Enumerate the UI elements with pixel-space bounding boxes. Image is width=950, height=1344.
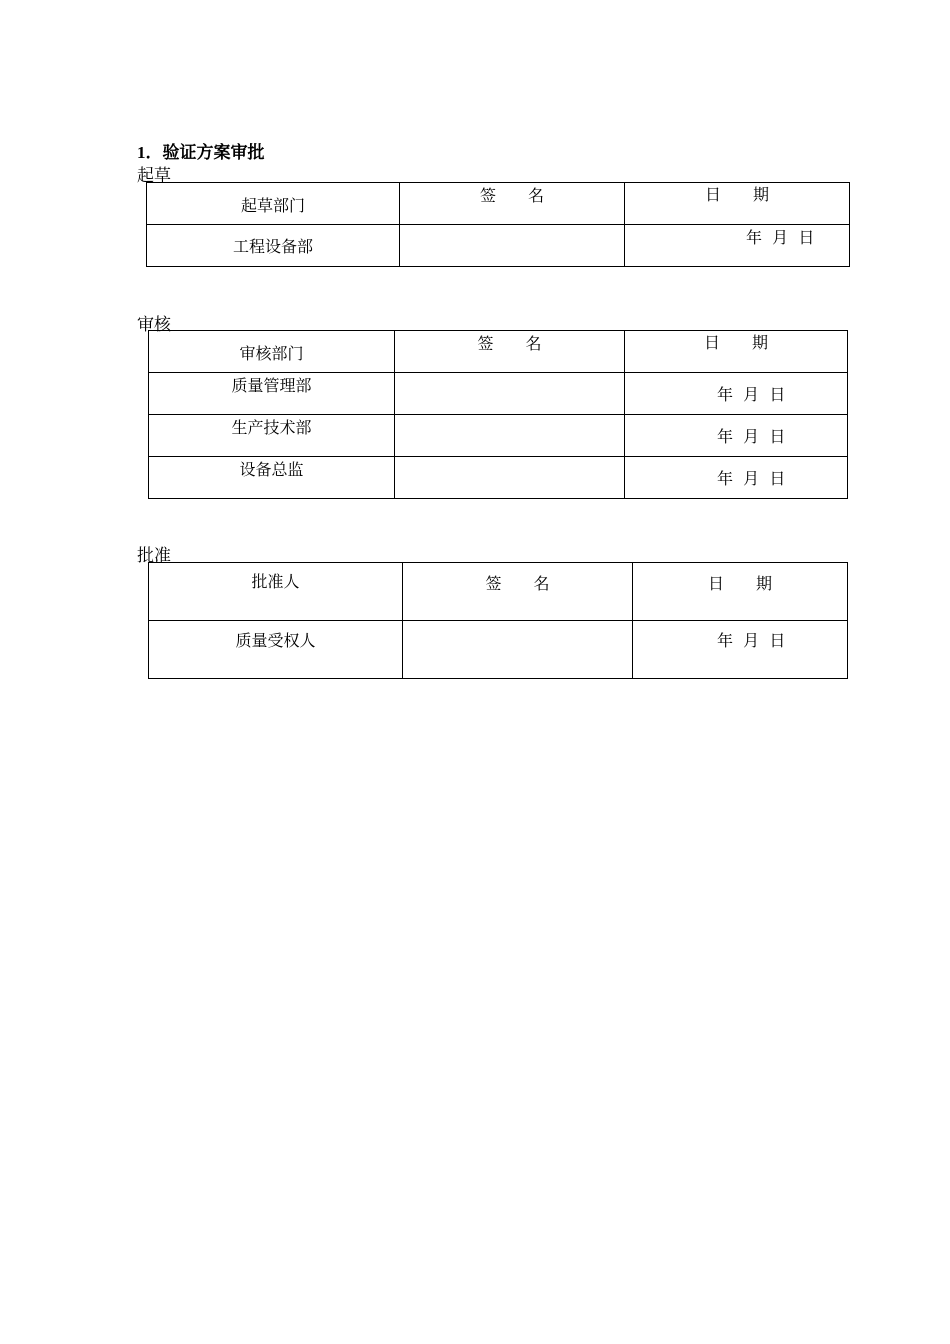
table-row bbox=[149, 457, 848, 499]
dept-cell: 生产技术部 bbox=[149, 415, 395, 457]
dept-cell: 质量管理部 bbox=[149, 373, 395, 415]
header-cell-date: 日 期 bbox=[633, 563, 848, 621]
header-cell-date: 日 期 bbox=[625, 331, 848, 373]
person-cell: 质量受权人 bbox=[149, 621, 403, 679]
header-cell-date: 日 期 bbox=[625, 183, 850, 225]
table-header-row bbox=[149, 563, 848, 621]
heading-number: 1． bbox=[137, 143, 163, 162]
table-header-row bbox=[147, 183, 850, 225]
header-cell-dept: 起草部门 bbox=[147, 183, 400, 225]
table-header-row bbox=[149, 331, 848, 373]
review-label: 审核 bbox=[137, 315, 171, 335]
table-row bbox=[149, 415, 848, 457]
dept-cell: 设备总监 bbox=[149, 457, 395, 499]
date-cell[interactable]: 年 月 日 bbox=[633, 621, 848, 679]
section-heading bbox=[137, 138, 265, 163]
date-cell[interactable]: 年 月 日 bbox=[625, 457, 848, 499]
dept-cell: 工程设备部 bbox=[147, 225, 400, 267]
header-cell-person: 批准人 bbox=[149, 563, 403, 621]
date-cell[interactable]: 年 月 日 bbox=[625, 373, 848, 415]
table-row bbox=[149, 621, 848, 679]
header-cell-signature: 签 名 bbox=[403, 563, 633, 621]
header-cell-signature: 签 名 bbox=[395, 331, 625, 373]
date-cell[interactable]: 年 月 日 bbox=[625, 225, 850, 267]
drafting-label: 起草 bbox=[137, 166, 171, 186]
signature-cell[interactable] bbox=[395, 415, 625, 457]
approval-label: 批准 bbox=[137, 546, 171, 566]
heading-bold-part: 方案审批 bbox=[196, 143, 265, 163]
drafting-table bbox=[146, 182, 850, 267]
heading-prefix: 验证 bbox=[162, 143, 197, 163]
table-row bbox=[147, 225, 850, 267]
review-table bbox=[148, 330, 848, 499]
header-cell-signature: 签 名 bbox=[400, 183, 625, 225]
approval-table bbox=[148, 562, 848, 679]
date-cell[interactable]: 年 月 日 bbox=[625, 415, 848, 457]
signature-cell[interactable] bbox=[400, 225, 625, 267]
header-cell-dept: 审核部门 bbox=[149, 331, 395, 373]
signature-cell[interactable] bbox=[395, 373, 625, 415]
table-row bbox=[149, 373, 848, 415]
signature-cell[interactable] bbox=[395, 457, 625, 499]
signature-cell[interactable] bbox=[403, 621, 633, 679]
